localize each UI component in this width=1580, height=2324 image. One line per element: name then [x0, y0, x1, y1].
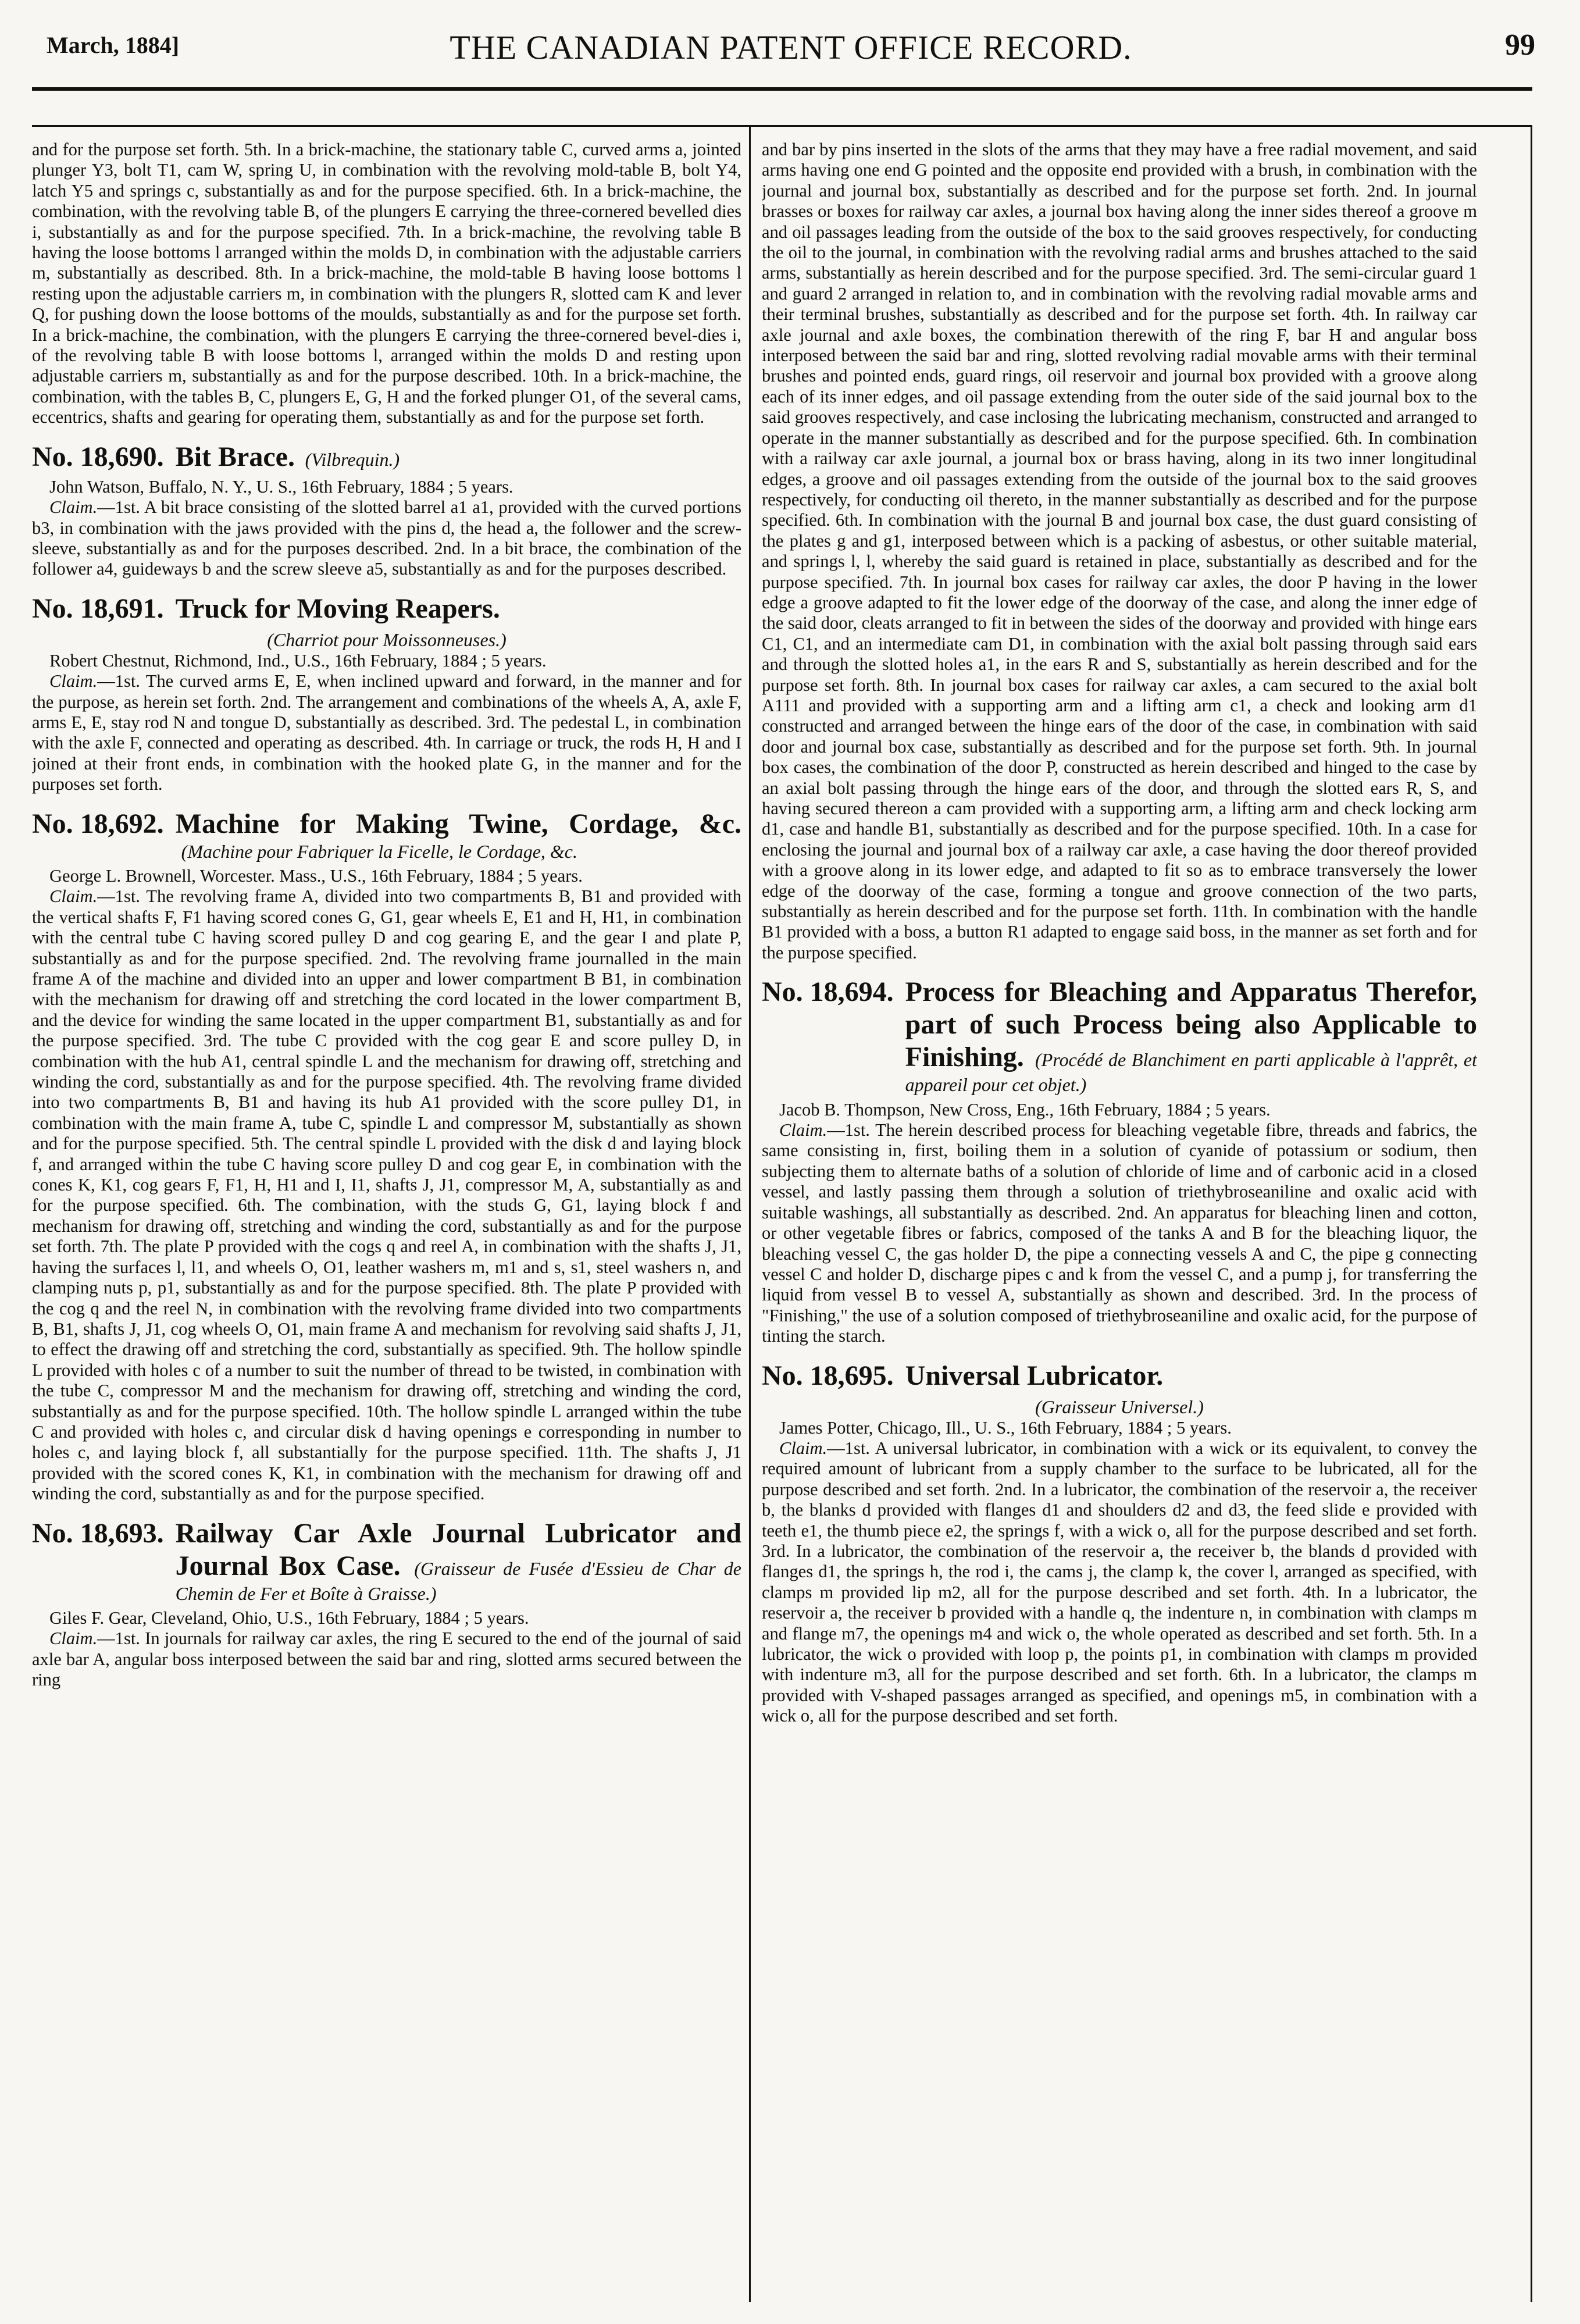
claim-label: Claim.: [49, 497, 98, 518]
claim-label: Claim.: [779, 1438, 828, 1458]
entry-heading: [762, 1360, 1477, 1392]
entry-heading: [32, 808, 741, 862]
claim-text: —1st. A universal lubricator, in combination with a wick or its equivalent, to convey the required amount of lubricant from a supply chamber to the surface to be lubricated, all for the purpose described and set forth. 2nd. In a lubricator, the combination of the reservoir a, the receiver b, the blanks d provided with flanges d1 and shoulders d2 and d3, the feed slide e provided with teeth e1, the thumb piece e2, the springs f, with a wick o, all for the purpose described and set forth. 3rd. In a lubricator, the combination of the reservoir a, the receiver b, the blands d provided with flanges d1, the springs h, the rod i, the cams j, the clamp k, the cover l, arranged as specified, with clamps m provided lip m2, all for the purpose described and set forth. 4th. In a lubricator, the reservoir a, the receiver b provided with a handle q, the indenture n, in combination with clamps m and flange m7, the openings m4 and wick o, the whole operated as described and set forth. 5th. In a lubricator, the wick o provided with loop p, the points p1, in combination with clamps m provided with indenture m3, all for the purpose described and set forth. 6th. In a lubricator, the clamps m provided with V-shaped passages arranged as specified, and openings m5, in combination with a wick o, all for the purpose described and set forth.: [762, 1438, 1477, 1726]
frame-right-rule: [1531, 127, 1532, 2302]
patent-inventor: Jacob B. Thompson, New Cross, Eng., 16th February, 1884 ; 5 years.: [779, 1099, 1271, 1120]
claim-text: —1st. In journals for railway car axles, the ring E secured to the end of the journal of said axle bar A, angular boss interposed between the said bar and ring, slotted arms secured between the ring: [32, 1628, 741, 1690]
patent-claim: [32, 1628, 741, 1690]
right-column: [762, 140, 1477, 2297]
patent-claim: [762, 1438, 1477, 1727]
claim-label: Claim.: [49, 671, 98, 692]
entry-heading: [762, 976, 1477, 1096]
patent-number: No. 18,694.: [762, 976, 894, 1008]
frame-top-rule: [32, 125, 1532, 127]
claim-label: Claim.: [49, 1628, 98, 1649]
patent-number: No. 18,691.: [32, 593, 164, 624]
patent-inventor: George L. Brownell, Worcester. Mass., U.S., 16th February, 1884 ; 5 years.: [49, 865, 583, 886]
header-page-number: 99: [1505, 28, 1535, 62]
patent-inventor: John Watson, Buffalo, N. Y., U. S., 16th February, 1884 ; 5 years.: [49, 476, 513, 497]
patent-title: Machine for Making Twine, Cordage, &c.: [175, 808, 741, 839]
patent-claim: [762, 1120, 1477, 1346]
header-date: March, 1884]: [47, 32, 180, 58]
header-title: THE CANADIAN PATENT OFFICE RECORD.: [450, 28, 1132, 66]
patent-entry-18695: [762, 1360, 1477, 1727]
patent-entry-18690: [32, 441, 741, 580]
right-continuation-text: and bar by pins inserted in the slots of the arms that they may have a free radial movement, and said arms having one end G pointed and the opposite end provided with a brush, in combination with the journal and journal box, substantially as described and for the purpose set forth. 2nd. In journal brasses or boxes for railway car axles, a journal box having along the inner sides thereof a groove m and oil passages leading from the outside of the box to the said grooves respectively, for conducting the oil to the journal, in combination with the revolving radial arms and brushes attached to the said arms, substantially as herein described and for the purpose specified. 3rd. The semi-circular guard 1 and guard 2 arranged in relation to, and in combination with the revolving radial movable arms and their terminal brushes, substantially as described and for the purpose set forth. 4th. In railway car axle journal and axle boxes, the combination therewith of the ring F, bar H and angular boss interposed between the said bar and ring, slotted revolving radial movable arms with their terminal brushes and pointed ends, guard rings, oil reservoir and journal box provided with a groove along each of its inner edges, and oil passage extending from the outer side of the said journal box to the said grooves respectively, and case inclosing the lubricating mechanism, constructed and arranged to operate in the manner substantially as described and for the purpose specified. 6th. In combination with a railway car axle journal, a journal box or brass having, along in its two inner longitudinal edges, a groove and oil passages extending from the outside of the journal box to the said grooves respectively, for conducting oil thereto, in the manner substantially as described and for the purpose specified. 6th. In combination with the journal B and journal box case, the dust guard consisting of the plates g and g1, interposed between which is a packing of asbestus, or other suitable material, and springs l, l, whereby the said guard is retained in place, substantially as described and for the purpose specified. 7th. In journal box cases for railway car axles, the door P having in the lower edge a groove adapted to fit the lower edge of the doorway of the case, and along the inner edge of the said door, cleats arranged to fit in between the sides of the doorway and provided with hinge ears C1, C1, and an intermediate cam D1, in combination with the axial bolt passing through said ears and through the slotted holes a1, in the ears R and S, substantially as herein described and for the purpose set forth. 8th. In journal box cases for railway car axles, a cam secured to the axial bolt A111 and provided with a supporting arm and a lifting arm c1, a check and looking arm d1 constructed and arranged between the hinge ears of the door of the case, in combination with said door and journal box case, substantially as described and for the purpose set forth. 9th. In journal box cases, the combination of the door P, constructed as herein described and hinged to the case by an axial bolt passing through the hinge ears of the door, and through the slotted ears R, S, and having secured thereon a cam provided with a supporting arm, a lifting arm and check locking arm d1, case and handle B1, substantially as described and for the purpose specified. 10th. In a case for enclosing the journal and journal box of a railway car axle, a case having the door thereof provided with a groove along in its lower edge, and adapted to fit so as to embrace transversely the lower edge of the doorway of the case, forming a tongue and groove connection of the two parts, substantially as herein described and for the purpose set forth. 11th. In combination with the handle B1 provided with a boss, a button R1 adapted to engage said boss, in the manner as set forth and for the purpose specified.: [762, 140, 1477, 963]
patent-claim: [32, 671, 741, 794]
patent-title: Bit Brace.: [175, 441, 295, 472]
patent-number: No. 18,692.: [32, 808, 164, 839]
patent-french-title: (Machine pour Fabriquer la Ficelle, le Cordage, &c.: [181, 840, 577, 862]
page-header: [47, 12, 1535, 81]
column-divider: [749, 127, 751, 2302]
patent-claim: [32, 497, 741, 580]
patent-number: No. 18,690.: [32, 441, 164, 472]
patent-number: No. 18,695.: [762, 1360, 894, 1391]
patent-title: Railway Car Axle Journal Lubricator and Journal Box Case.: [175, 1517, 741, 1581]
patent-number: No. 18,693.: [32, 1517, 164, 1549]
patent-title: Universal Lubricator.: [905, 1360, 1164, 1391]
patent-entry-18691: [32, 593, 741, 795]
patent-french-title: (Graisseur Universel.): [1035, 1396, 1204, 1417]
claim-label: Claim.: [779, 1120, 828, 1140]
patent-inventor: James Potter, Chicago, Ill., U. S., 16th February, 1884 ; 5 years.: [779, 1417, 1232, 1438]
patent-entry-18694: [762, 976, 1477, 1346]
claim-text: —1st. The revolving frame A, divided into two compartments B, B1 and provided with the vertical shafts F, F1 having scored cones G, G1, gear wheels E, E1 and H, H1, in combination with the central tube C having scored pulley D and cog gearing E, and the gear I and plate P, substantially as and for the purpose specified. 2nd. The revolving frame journalled in the main frame A of the machine and divided into an upper and lower compartment B B1, in combination with the mechanism for drawing off and stretching the cord located in the lower compartment B, and the device for winding the same located in the upper compartment B1, substantially as and for the purpose specified. 3rd. The tube C provided with the cog gear E and score pulley D, in combination with the hub A1, central spindle L and the mechanism for drawing off, stretching and winding the cord, substantially as and for the purpose specified. 4th. The revolving frame divided into two compartments B, B1 and having its hub A1 provided with the score pulley D1, in combination with the main frame A, tube C, spindle L and compressor M, substantially as shown and for the purpose specified. 5th. The central spindle L provided with the disk d and laying block f, and arranged within the tube C having score pulley D and cog gear E, in combination with the cones K, K1, cog gears F, F1, H, H1 and I, I1, shafts J, J1, compressor M, A, substantially as and for the purpose specified. 6th. The combination, with the studs G, G1, laying block f and mechanism for drawing off, stretching and winding the cord, substantially as and for the purpose set forth. 7th. The plate P provided with the cogs q and reel A, in combination with the shafts J, J1, having the surfaces l, l1, and wheels O, O1, leather washers m, m1 and s, s1, steel washers n, and clamping nuts p, p1, substantially as and for the purpose specified. 8th. The plate P provided with the cog q and the reel N, in combination with the revolving frame divided into two compartments B, B1, shafts J, J1, cog wheels O, O1, main frame A and mechanism for revolving said shafts J, J1, to effect the drawing off and stretching the cord, substantially as specified. 9th. The hollow spindle L provided with holes c of a number to suit the number of thread to be twisted, in combination with the tube C, compressor M and the mechanism for drawing off, stretching and winding the cord, substantially as and for the purpose specified. 10th. The hollow spindle L arranged within the tube C and provided with holes c, and circular disk d having openings e corresponding in number to holes c, and laying block f, all substantially for the purpose specified. 11th. The shafts J, J1 provided with the scored cones K, K1, in combination with the mechanism for drawing off and winding the cord, substantially as and for the purpose specified.: [32, 886, 741, 1504]
patent-title: Truck for Moving Reapers.: [175, 593, 500, 624]
claim-text: —1st. The herein described process for bleaching vegetable fibre, threads and fabrics, the same consisting in, first, boiling them in a solution of cyanide of potassium or sodium, then subjecting them to alternate baths of a solution of chloride of lime and of carbonic acid in a closed vessel, and lastly passing them through a solution of triethybroseaniline and oxalic acid with suitable washings, all substantially as described. 2nd. An apparatus for bleaching linen and cotton, or other vegetable fibres or fabrics, composed of the tanks A and B for the bleaching liquor, the bleaching vessel C, the gas holder D, the pipe a connecting vessels A and C, the pipe g connecting vessel C and holder D, discharge pipes c and k from the vessel C, and a pump j, for transferring the liquid from vessel B to vessel A, substantially as shown and described. 3rd. In the process of "Finishing," the use of a solution composed of triethybroseaniline and oxalic acid, for the purpose of tinting the starch.: [762, 1120, 1477, 1346]
claim-text: —1st. A bit brace consisting of the slotted barrel a1 a1, provided with the curved portions b3, in combination with the jaws provided with the pins d, the head a, the follower and the screw-sleeve, substantially as and for the purposes described. 2nd. In a bit brace, the combination of the follower a4, guideways b and the screw sleeve a5, substantially as and for the purposes described.: [32, 497, 741, 579]
header-rule: [32, 87, 1532, 91]
patent-entry-18692: [32, 808, 741, 1505]
patent-french-title: (Procédé de Blanchiment en parti applicable à l'apprêt, et appareil pour cet objet.): [905, 1049, 1477, 1096]
patent-inventor: Robert Chestnut, Richmond, Ind., U.S., 16th February, 1884 ; 5 years.: [49, 650, 547, 671]
patent-french-title: (Vilbrequin.): [305, 448, 400, 470]
patent-claim: [32, 886, 741, 1504]
claim-label: Claim.: [49, 886, 98, 907]
entry-heading: [32, 441, 741, 473]
left-continuation-text: and for the purpose set forth. 5th. In a brick-machine, the stationary table C, curved arms a, jointed plunger Y3, bolt T1, cam W, spring U, in combination with the revolving mold-table B, bolt Y4, latch Y5 and springs c, substantially as and for the purpose specified. 6th. In a brick-machine, the combination, with the revolving table B, of the plungers E carrying the three-cornered bevelled dies i, substantially as and for the purpose specified. 7th. In a brick-machine, the revolving table B having the loose bottoms l arranged within the molds D, in combination with the adjustable carriers m, substantially as described. 8th. In a brick-machine, the mold-table B having loose bottoms l resting upon the adjustable carriers m, in combination with the plungers R, slotted cam K and lever Q, for pushing down the loose bottoms of the moulds, substantially as and for the purpose set forth. In a brick-machine, the combination, with the plungers E carrying the three-cornered bevel-dies i, of the revolving table B with loose bottoms l, arranged within the molds D and resting upon adjustable carriers m, substantially as and for the purpose described. 10th. In a brick-machine, the combination, with the tables B, C, plungers E, G, H and the forked plunger O1, of the several cams, eccentrics, shafts and gearing for operating them, substantially as and for the purpose set forth.: [32, 140, 741, 427]
patent-french-title: (Graisseur de Fusée d'Essieu de Char de Chemin de Fer et Boîte à Graisse.): [175, 1557, 741, 1604]
claim-text: —1st. The curved arms E, E, when inclined upward and forward, in the manner and for the purpose, as herein set forth. 2nd. The arrangement and combinations of the wheels A, A, axle F, arms E, E, stay rod N and tongue D, substantially as described. 3rd. The pedestal L, in combination with the axle F, connected and operating as described. 4th. In carriage or truck, the rods H, H and I joined at their front ends, in combination with the hooked plate G, in the manner and for the purposes set forth.: [32, 671, 741, 794]
patent-inventor: Giles F. Gear, Cleveland, Ohio, U.S., 16th February, 1884 ; 5 years.: [49, 1607, 529, 1628]
patent-title: Process for Bleaching and Apparatus Therefor, part of such Process being also Applicable to Finishing.: [905, 976, 1477, 1073]
patent-french-title: (Charriot pour Moissonneuses.): [267, 629, 507, 650]
entry-heading: [32, 1517, 741, 1605]
entry-heading: [32, 593, 741, 625]
left-column: [32, 140, 741, 2297]
patent-entry-18693: [32, 1517, 741, 1691]
